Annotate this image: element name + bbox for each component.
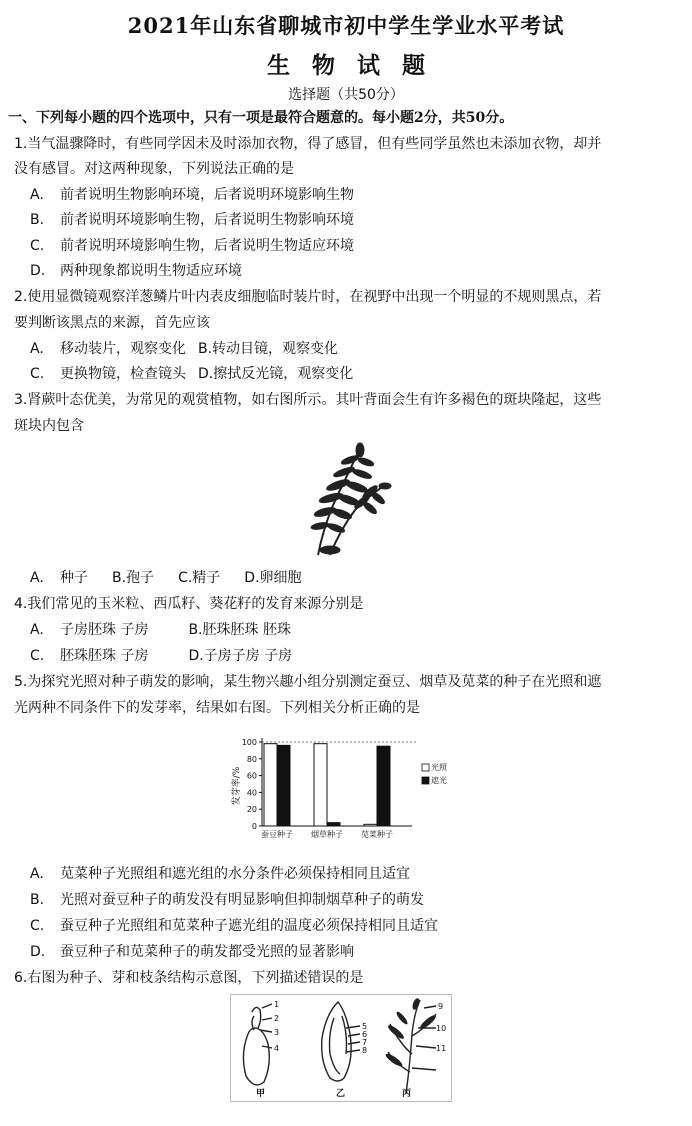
y-tick-label: 20 bbox=[246, 805, 257, 815]
exam-title: 2021年山东省聊城市初中学生学业水平考试 bbox=[127, 13, 565, 38]
q2-stem-line2: 要判断该黑点的来源，首先应该 bbox=[14, 315, 210, 331]
option-text: 前者说明生物影响环境，后者说明环境影响生物 bbox=[60, 187, 354, 203]
subject-title: 生物试题 bbox=[267, 52, 447, 79]
q1-stem-line1: 1.当气温骤降时，有些同学因未及时添加衣物，得了感冒，但有些同学虽然也未添加衣物，却并 bbox=[14, 136, 602, 152]
x-category-label: 苋菜种子 bbox=[361, 830, 393, 839]
q1-option-a bbox=[30, 185, 354, 205]
y-tick-label: 40 bbox=[246, 788, 257, 798]
bar-dark bbox=[277, 745, 290, 826]
option-text: D.子房子房 子房 bbox=[188, 648, 293, 664]
option-letter: A. bbox=[30, 622, 44, 638]
part-number: 6 bbox=[362, 1030, 368, 1039]
q2-stem-line1: 2.使用显微镜观察洋葱鳞片叶内表皮细胞临时装片时，在视野中出现一个明显的不规则黑点，若 bbox=[14, 289, 602, 305]
q1-option-d bbox=[30, 261, 242, 281]
q3-options bbox=[30, 568, 302, 588]
q2-options-row1 bbox=[30, 339, 338, 359]
q1-option-c bbox=[30, 236, 354, 256]
x-category-label: 蚕豆种子 bbox=[261, 830, 293, 839]
fern-illustration bbox=[300, 440, 400, 560]
q2-options-row2 bbox=[30, 364, 353, 384]
option-text: 胚珠胚珠 子房 bbox=[60, 648, 149, 664]
section-label: 选择题（共50分） bbox=[288, 87, 404, 103]
option-text: D.卵细胞 bbox=[244, 570, 302, 586]
option-letter: C. bbox=[30, 648, 45, 664]
option-letter: B. bbox=[30, 892, 45, 908]
q6-stem: 6.右图为种子、芽和枝条结构示意图，下列描述错误的是 bbox=[14, 970, 364, 986]
part-number: 11 bbox=[436, 1044, 447, 1053]
option-text: 光照对蚕豆种子的萌发没有明显影响但抑制烟草种子的萌发 bbox=[60, 892, 424, 908]
option-text: 蚕豆种子光照组和苋菜种子遮光组的温度必须保持相同且适宜 bbox=[60, 918, 438, 934]
legend-label: 遮光 bbox=[431, 776, 447, 785]
q5-option-c bbox=[30, 916, 438, 936]
option-letter: D. bbox=[30, 263, 46, 279]
option-letter: A. bbox=[30, 187, 44, 203]
option-letter: A. bbox=[30, 866, 44, 882]
q5-option-a bbox=[30, 864, 410, 884]
part-number: 3 bbox=[274, 1028, 280, 1037]
part-number: 9 bbox=[438, 1002, 444, 1011]
bar-light bbox=[364, 824, 377, 826]
option-letter: C. bbox=[30, 366, 45, 382]
figure-label-yi: 乙 bbox=[336, 1089, 346, 1099]
part-number: 7 bbox=[362, 1038, 368, 1047]
option-letter: C. bbox=[30, 918, 45, 934]
legend-label: 光照 bbox=[431, 763, 447, 772]
q1-stem-line2: 没有感冒。对这两种现象，下列说法正确的是 bbox=[14, 161, 294, 177]
part-number: 8 bbox=[362, 1046, 368, 1055]
y-tick-label: 80 bbox=[246, 754, 257, 764]
q5-stem-line2: 光两种不同条件下的发芽率，结果如右图。下列相关分析正确的是 bbox=[14, 700, 420, 716]
part-number: 2 bbox=[274, 1014, 280, 1023]
bar-light bbox=[264, 744, 277, 826]
option-text: 更换物镜，检查镜头 bbox=[60, 366, 186, 382]
legend-swatch bbox=[422, 764, 429, 771]
option-letter: A. bbox=[30, 570, 44, 586]
germination-bar-chart bbox=[228, 722, 448, 850]
option-text: 种子 bbox=[60, 570, 88, 586]
option-letter: A. bbox=[30, 341, 44, 357]
q4-options-row1 bbox=[30, 620, 291, 640]
q3-stem-line1: 3.肾蕨叶态优美，为常见的观赏植物，如右图所示。其叶背面会生有许多褐色的斑块隆起，这些 bbox=[14, 392, 602, 408]
chart-ylabel: 发芽率/% bbox=[232, 766, 242, 806]
x-category-label: 烟草种子 bbox=[311, 830, 343, 839]
option-letter: C. bbox=[30, 238, 45, 254]
part-number: 5 bbox=[362, 1022, 368, 1031]
q4-options-row2 bbox=[30, 646, 292, 666]
y-tick-label: 0 bbox=[251, 822, 257, 831]
q5-stem-line1: 5.为探究光照对种子萌发的影响，某生物兴趣小组分别测定蚕豆、烟草及苋菜的种子在光照和遮 bbox=[14, 674, 602, 690]
option-text: B.转动目镜，观察变化 bbox=[198, 341, 339, 357]
option-text: 移动装片，观察变化 bbox=[60, 341, 186, 357]
option-letter: D. bbox=[30, 944, 46, 960]
instructions: 一、下列每小题的四个选项中，只有一项是最符合题意的。每小题2分，共50分。 bbox=[8, 110, 514, 126]
seed-bud-branch-diagram bbox=[230, 994, 452, 1102]
y-tick-label: 60 bbox=[246, 771, 257, 781]
legend-swatch bbox=[422, 777, 429, 784]
option-text: C.精子 bbox=[178, 570, 221, 586]
option-text: D.擦拭反光镜，观察变化 bbox=[198, 366, 354, 382]
option-text: B.孢子 bbox=[112, 570, 155, 586]
option-letter: B. bbox=[30, 212, 45, 228]
figure-label-jia: 甲 bbox=[256, 1089, 266, 1099]
option-text: B.胚珠胚珠 胚珠 bbox=[188, 622, 291, 638]
option-text: 苋菜种子光照组和遮光组的水分条件必须保持相同且适宜 bbox=[60, 866, 410, 882]
option-text: 子房胚珠 子房 bbox=[60, 622, 149, 638]
q5-option-b bbox=[30, 890, 424, 910]
q4-stem: 4.我们常见的玉米粒、西瓜籽、葵花籽的发育来源分别是 bbox=[14, 596, 364, 612]
part-number: 4 bbox=[274, 1044, 280, 1053]
part-number: 1 bbox=[274, 1000, 280, 1009]
option-text: 两种现象都说明生物适应环境 bbox=[60, 263, 242, 279]
part-number: 10 bbox=[436, 1024, 447, 1033]
option-text: 蚕豆种子和苋菜种子的萌发都受光照的显著影响 bbox=[60, 944, 354, 960]
figure-label-bing: 丙 bbox=[402, 1089, 412, 1099]
option-text: 前者说明环境影响生物，后者说明生物适应环境 bbox=[60, 238, 354, 254]
option-text: 前者说明环境影响生物，后者说明生物影响环境 bbox=[60, 212, 354, 228]
bar-dark bbox=[377, 746, 390, 826]
bar-light bbox=[314, 744, 327, 826]
q3-stem-line2: 斑块内包含 bbox=[14, 418, 84, 434]
q1-option-b bbox=[30, 210, 354, 230]
y-tick-label: 100 bbox=[241, 738, 257, 747]
bar-dark bbox=[327, 823, 340, 826]
q5-option-d bbox=[30, 942, 354, 962]
